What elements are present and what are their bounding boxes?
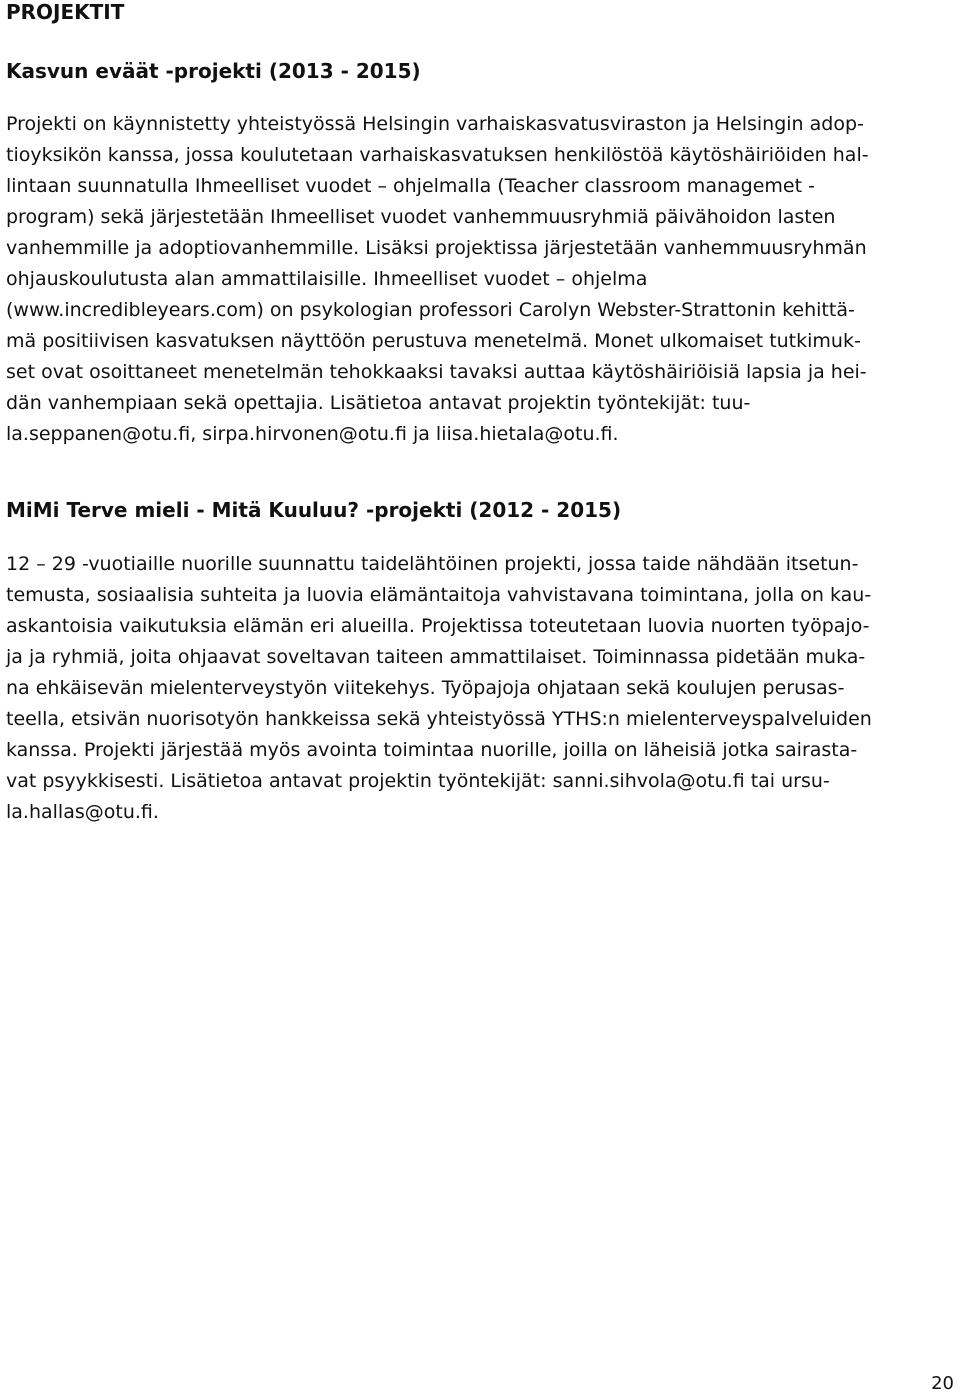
body-line: (www.incredibleyears.com) on psykologian professori Carolyn Webster-Strattonin kehittä- bbox=[6, 299, 855, 321]
body-line: dän vanhempiaan sekä opettajia. Lisätietoa antavat projektin työntekijät: tuu- bbox=[6, 392, 751, 414]
body-line: la.hallas@otu.fi. bbox=[6, 801, 159, 823]
project-title-mimi: MiMi Terve mieli - Mitä Kuuluu? -projekti (2012 - 2015) bbox=[6, 498, 622, 522]
project-title-kasvun-evaat: Kasvun eväät -projekti (2013 - 2015) bbox=[6, 59, 421, 83]
body-line: set ovat osoittaneet menetelmän tehokkaaksi tavaksi auttaa käytöshäiriöisiä lapsia ja hei- bbox=[6, 361, 867, 383]
body-line: lintaan suunnatulla Ihmeelliset vuodet – ohjelmalla (Teacher classroom managemet - bbox=[6, 175, 815, 197]
body-line: la.seppanen@otu.fi, sirpa.hirvonen@otu.fi ja liisa.hietala@otu.fi. bbox=[6, 423, 619, 445]
body-line: na ehkäisevän mielenterveystyön viitekehys. Työpajoja ohjataan sekä koulujen perusas- bbox=[6, 677, 845, 699]
body-line: program) sekä järjestetään Ihmeelliset vuodet vanhemmuusryhmiä päivähoidon lasten bbox=[6, 206, 836, 228]
body-line: mä positiivisen kasvatuksen näyttöön perustuva menetelmä. Monet ulkomaiset tutkimuk- bbox=[6, 330, 861, 352]
project-description-mimi bbox=[6, 549, 952, 828]
body-line: 12 – 29 -vuotiaille nuorille suunnattu taidelähtöinen projekti, jossa taide nähdään itsetun- bbox=[6, 553, 859, 575]
body-line: vanhemmille ja adoptiovanhemmille. Lisäksi projektissa järjestetään vanhemmuusryhmän bbox=[6, 237, 867, 259]
body-line: ja ja ryhmiä, joita ohjaavat soveltavan taiteen ammattilaiset. Toiminnassa pidetään muka- bbox=[6, 646, 866, 668]
body-line: Projekti on käynnistetty yhteistyössä Helsingin varhaiskasvatusviraston ja Helsingin adop- bbox=[6, 113, 864, 135]
body-line: vat psyykkisesti. Lisätietoa antavat projektin työntekijät: sanni.sihvola@otu.fi tai ursu- bbox=[6, 770, 830, 792]
body-line: kanssa. Projekti järjestää myös avointa toimintaa nuorille, joilla on läheisiä jotka sairasta- bbox=[6, 739, 858, 761]
body-line: temusta, sosiaalisia suhteita ja luovia elämäntaitoja vahvistavana toimintana, jolla on kau- bbox=[6, 584, 872, 606]
body-line: askantoisia vaikutuksia elämän eri alueilla. Projektissa toteutetaan luovia nuorten työpajo- bbox=[6, 615, 870, 637]
body-line: teella, etsivän nuorisotyön hankkeissa sekä yhteistyössä YTHS:n mielenterveyspalveluiden bbox=[6, 708, 872, 730]
project-description-kasvun-evaat bbox=[6, 109, 952, 450]
section-title: PROJEKTIT bbox=[6, 0, 125, 24]
body-line: ohjauskoulutusta alan ammattilaisille. Ihmeelliset vuodet – ohjelma bbox=[6, 268, 648, 290]
body-line: tioyksikön kanssa, jossa koulutetaan varhaiskasvatuksen henkilöstöä käytöshäiriöiden hal- bbox=[6, 144, 869, 166]
page-number: 20 bbox=[931, 1373, 954, 1394]
document-page bbox=[6, 0, 952, 828]
